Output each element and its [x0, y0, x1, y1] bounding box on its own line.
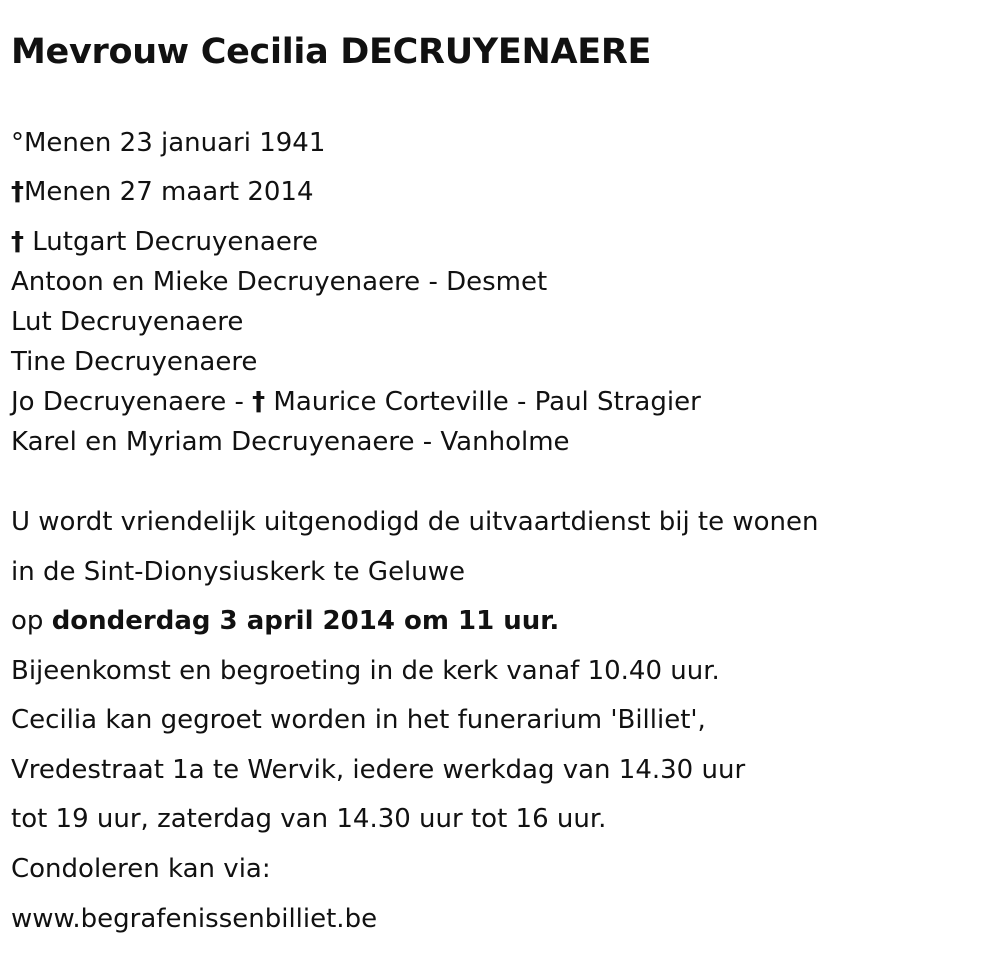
- birth-symbol: °: [11, 128, 24, 158]
- funerarium-line: Cecilia kan gegroet worden in het funerarium 'Billiet',: [11, 705, 706, 735]
- hours-line: tot 19 uur, zaterdag van 14.30 uur tot 16 uur.: [11, 804, 607, 834]
- family-member-name: Jo Decruyenaere -: [11, 387, 253, 417]
- condolence-label: Condoleren kan via:: [11, 854, 271, 884]
- death-text: Menen 27 maart 2014: [24, 177, 314, 207]
- family-member-name: Lutgart Decruyenaere: [24, 227, 318, 257]
- family-member-karel: Karel en Myriam Decruyenaere - Vanholme: [11, 427, 570, 457]
- family-member-tine: Tine Decruyenaere: [11, 347, 258, 377]
- deceased-name-title: Mevrouw Cecilia DECRUYENAERE: [11, 32, 652, 72]
- cross-icon: †: [252, 387, 266, 417]
- address-line: Vredestraat 1a te Wervik, iedere werkdag van 14.30 uur: [11, 755, 746, 785]
- family-member-antoon: Antoon en Mieke Decruyenaere - Desmet: [11, 267, 548, 297]
- death-line: [11, 176, 314, 208]
- invitation-line-2: in de Sint-Dionysiuskerk te Geluwe: [11, 557, 466, 587]
- funeral-date-prefix: op: [11, 606, 52, 636]
- funeral-date: donderdag 3 april 2014 om 11 uur.: [51, 606, 560, 636]
- cross-icon: †: [11, 177, 24, 207]
- invitation-line-1: U wordt vriendelijk uitgenodigd de uitvaartdienst bij te wonen: [11, 507, 819, 537]
- family-member-lut: Lut Decruyenaere: [11, 307, 244, 337]
- gathering-line: Bijeenkomst en begroeting in de kerk vanaf 10.40 uur.: [11, 656, 720, 686]
- family-member-lutgart: [11, 226, 318, 258]
- website-link[interactable]: www.begrafenissenbilliet.be: [11, 904, 378, 934]
- family-member-name: Maurice Corteville - Paul Stragier: [265, 387, 701, 417]
- funeral-date-line: [11, 605, 559, 637]
- family-member-jo: [11, 386, 701, 418]
- birth-line: [11, 127, 325, 159]
- birth-text: Menen 23 januari 1941: [24, 128, 326, 158]
- cross-icon: †: [11, 227, 24, 257]
